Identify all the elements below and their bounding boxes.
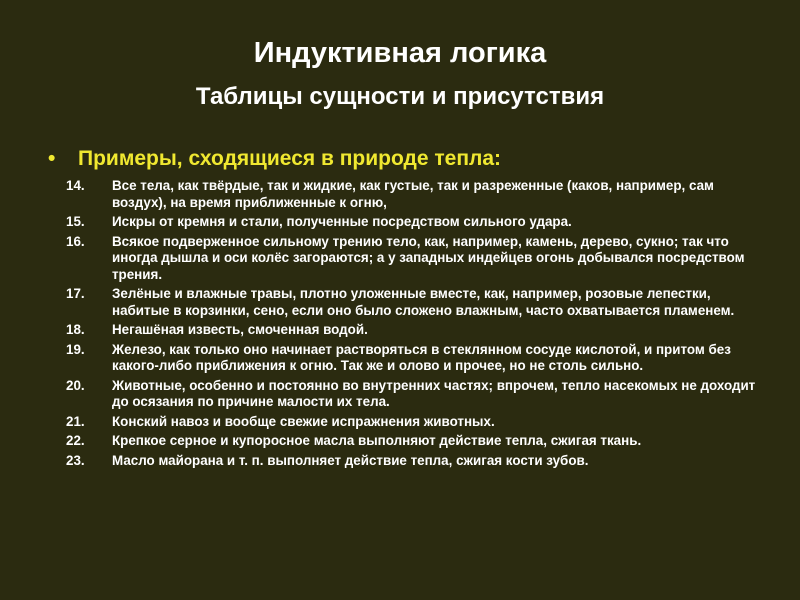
list-item — [66, 414, 766, 431]
item-number: 23. — [66, 452, 85, 468]
list-item — [66, 322, 766, 339]
item-text: Зелёные и влажные травы, плотно уложенные вместе, как, например, розовые лепестки, набитые в корзинки, сено, если оно было сложено влажным, часто охватывается пламенем. — [112, 286, 735, 318]
item-text: Масло майорана и т. п. выполняет действие тепла, сжигая кости зубов. — [112, 452, 589, 468]
list-item — [66, 178, 766, 211]
item-number: 14. — [66, 178, 85, 193]
item-text: Крепкое серное и купоросное масла выполняют действие тепла, сжигая ткань. — [112, 433, 642, 448]
item-text: Негашёная известь, смоченная водой. — [112, 322, 368, 337]
item-text: Животные, особенно и постоянно во внутренних частях; впрочем, тепло насекомых не доходит до осязания по причине малости их тела. — [112, 377, 756, 409]
item-number: 22. — [66, 433, 85, 448]
list-item — [66, 433, 766, 450]
list-item — [66, 378, 766, 411]
list-item — [66, 214, 766, 231]
item-number: 17. — [66, 286, 85, 301]
item-number: 18. — [66, 322, 85, 337]
bullet-heading: Примеры, сходящиеся в природе тепла: — [78, 147, 502, 170]
examples-list — [66, 178, 766, 472]
item-number: 19. — [66, 341, 85, 357]
bullet-icon: • — [48, 147, 56, 170]
item-number: 20. — [66, 377, 85, 393]
list-item — [66, 453, 766, 470]
item-text: Искры от кремня и стали, полученные посредством сильного удара. — [112, 214, 572, 229]
slide-title: Индуктивная логика — [253, 37, 547, 69]
item-number: 15. — [66, 214, 85, 229]
item-text: Всякое подверженное сильному трению тело, как, например, камень, дерево, сукно; так что иногда дышла и оси колёс загораются; а у западных индейцев огонь добывался посредством трения. — [112, 233, 745, 282]
list-item — [66, 342, 766, 375]
list-item — [66, 286, 766, 319]
bullet-heading-row — [48, 147, 768, 171]
item-text: Конский навоз и вообще свежие испражнения животных. — [112, 413, 495, 429]
list-item — [66, 234, 766, 284]
item-number: 21. — [66, 413, 85, 429]
item-text: Железо, как только оно начинает растворяться в стеклянном сосуде кислотой, и притом без какого-либо приближения к огню. Так же и олово и прочее, но не столь сильно. — [112, 341, 731, 373]
item-number: 16. — [66, 233, 85, 249]
slide-subtitle: Таблицы сущности и присутствия — [195, 83, 605, 110]
item-text: Все тела, как твёрдые, так и жидкие, как густые, так и разреженные (каков, например, сам воздух), на время приближенные к огню, — [112, 178, 714, 210]
